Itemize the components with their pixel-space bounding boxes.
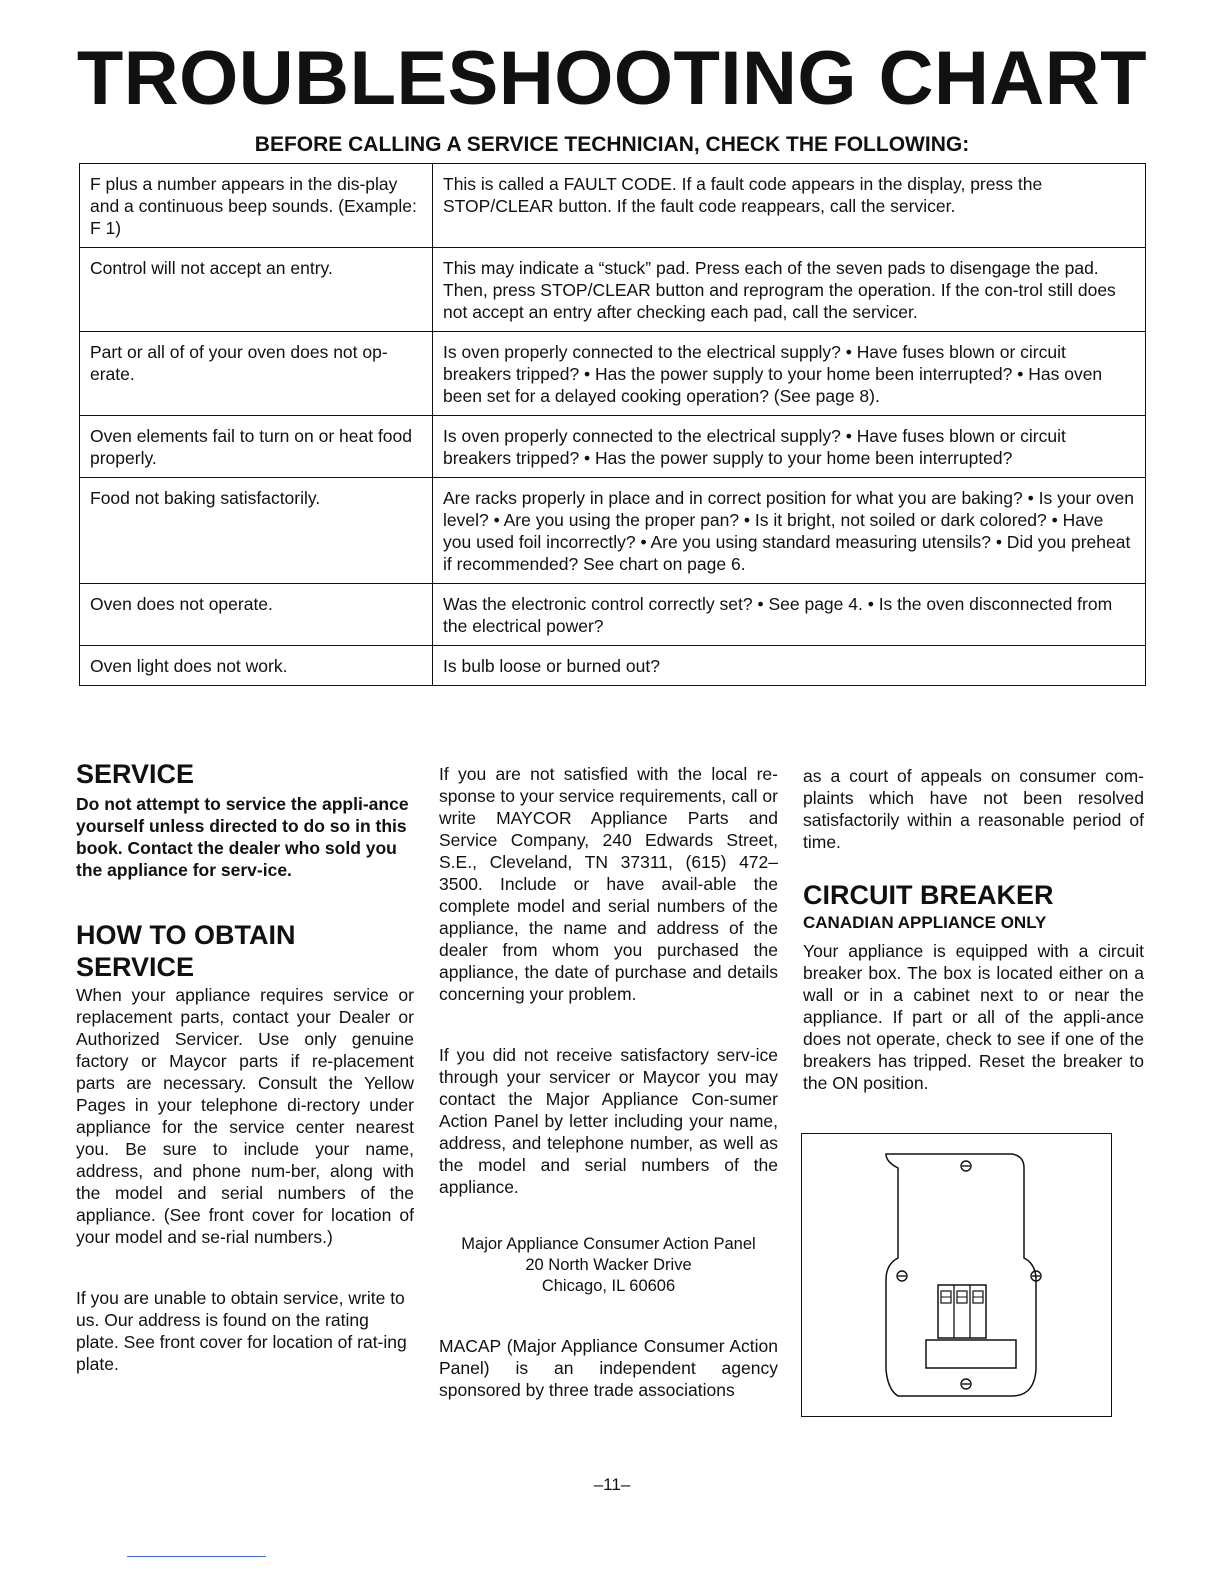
problem-cell: Oven elements fail to turn on or heat food properly.: [80, 416, 433, 478]
page-title: TROUBLESHOOTING CHART: [76, 36, 1148, 121]
canadian-only-subheading: CANADIAN APPLIANCE ONLY: [803, 913, 1047, 932]
screw-icon: [961, 1379, 971, 1389]
macap-address: [439, 1234, 778, 1297]
table-row: [80, 164, 1146, 248]
breaker-switches: [938, 1285, 986, 1338]
page-number: –11–: [593, 1475, 631, 1494]
footer-rule: [127, 1556, 266, 1557]
solution-cell: This is called a FAULT CODE. If a fault code appears in the display, press the STOP/CLEAR button. If the fault code reappears, call the servicer.: [433, 164, 1146, 248]
problem-cell: Oven light does not work.: [80, 646, 433, 686]
solution-cell: Is bulb loose or burned out?: [433, 646, 1146, 686]
breaker-label-plate: [926, 1340, 1016, 1368]
page-subtitle: BEFORE CALLING A SERVICE TECHNICIAN, CHECK THE FOLLOWING:: [254, 133, 970, 156]
problem-cell: Food not baking satisfactorily.: [80, 478, 433, 584]
write-to-us-paragraph: If you are unable to obtain service, write to us. Our address is found on the rating plate. See front cover for location of rat-ing plate.: [76, 1288, 407, 1374]
address-line: 20 North Wacker Drive: [525, 1256, 692, 1274]
table-row: [80, 584, 1146, 646]
table-row: [80, 478, 1146, 584]
solution-cell: Was the electronic control correctly set? • See page 4. • Is the oven disconnected from the electrical power?: [433, 584, 1146, 646]
breaker-box-drawing: [802, 1134, 1110, 1415]
problem-cell: Oven does not operate.: [80, 584, 433, 646]
service-warning: Do not attempt to service the appli-ance yourself unless directed to do so in this book. Contact the dealer who sold you the appliance for serv-ice.: [76, 794, 409, 880]
circuit-breaker-illustration: [801, 1133, 1112, 1417]
problem-cell: Control will not accept an entry.: [80, 248, 433, 332]
solution-cell: Are racks properly in place and in correct position for what you are baking? • Is your oven level? • Are you using the proper pan? • Is it bright, not soiled or dark colored? • Have you used foil incorrectly? • Are you using standard measuring utensils? • Did you preheat if recommended? See chart on page 6.: [433, 478, 1146, 584]
screw-icon: [961, 1161, 971, 1171]
address-line: Major Appliance Consumer Action Panel: [461, 1235, 756, 1253]
table-row: [80, 248, 1146, 332]
macap-continued-paragraph: as a court of appeals on consumer com-plaints which have not been resolved satisfactorily within a reasonable period of time.: [803, 766, 1144, 852]
solution-cell: Is oven properly connected to the electrical supply? • Have fuses blown or circuit breakers tripped? • Has the power supply to your home been interrupted? • Has oven been set for a delayed cooking operation? (See page 8).: [433, 332, 1146, 416]
heading-line: SERVICE: [76, 952, 195, 982]
left-column: [76, 758, 414, 1375]
service-heading: SERVICE: [76, 759, 195, 789]
circuit-breaker-paragraph: Your appliance is equipped with a circuit breaker box. The box is located either on a wall or in a cabinet next to or near the appliance. If part or all of the appli-ance does not operate, check to see if one of the breakers has tripped. Reset the breaker to the ON position.: [803, 941, 1144, 1093]
heading-line: HOW TO OBTAIN: [76, 920, 296, 950]
screw-icon: [897, 1271, 907, 1281]
problem-cell: Part or all of of your oven does not op-erate.: [80, 332, 433, 416]
maycor-paragraph: If you are not satisfied with the local re-sponse to your service requirements, call or write MAYCOR Appliance Parts and Service Company, 240 Edwards Street, S.E., Cleveland, TN 37311, (615) 472–3500. Include or have avail-able the complete model and serial numbers of the appliance, the name and address of the dealer from whom you purchased the appliance, the date of purchase and details concerning your problem.: [439, 764, 778, 1004]
macap-description: MACAP (Major Appliance Consumer Action Panel) is an independent agency sponsored by three trade associations: [439, 1336, 778, 1400]
right-column: [803, 765, 1144, 1094]
problem-cell: F plus a number appears in the dis-play and a continuous beep sounds. (Example: F 1): [80, 164, 433, 248]
table-row: [80, 332, 1146, 416]
middle-column: [439, 763, 778, 1401]
troubleshooting-table: [79, 163, 1146, 686]
circuit-breaker-heading: CIRCUIT BREAKER: [803, 880, 1054, 910]
solution-cell: This may indicate a “stuck” pad. Press each of the seven pads to disengage the pad. Then, press STOP/CLEAR button and reprogram the operation. If the con-trol still does not accept an entry after checking each pad, call the servicer.: [433, 248, 1146, 332]
macap-contact-paragraph: If you did not receive satisfactory serv-ice through your servicer or Maycor you may contact the Major Appliance Con-sumer Action Panel by letter including your name, address, and telephone number, as well as the model and serial numbers of the appliance.: [439, 1045, 778, 1197]
address-line: Chicago, IL 60606: [541, 1277, 676, 1295]
how-to-obtain-paragraph: When your appliance requires service or replacement parts, contact your Dealer or Authorized Servicer. Use only genuine factory or Maycor parts if re-placement parts are necessary. Consult the Yellow Pages in your telephone di-rectory under appliance for the service center nearest you. Be sure to include your name, address, and phone num-ber, along with the model and serial numbers of the appliance. (See front cover for location of your model and se-rial numbers.): [76, 985, 414, 1247]
table-row: [80, 646, 1146, 686]
how-to-obtain-heading: [76, 919, 414, 983]
solution-cell: Is oven properly connected to the electrical supply? • Have fuses blown or circuit breakers tripped? • Has the power supply to your home been interrupted?: [433, 416, 1146, 478]
breaker-box-outline: [886, 1154, 1036, 1396]
table-row: [80, 416, 1146, 478]
